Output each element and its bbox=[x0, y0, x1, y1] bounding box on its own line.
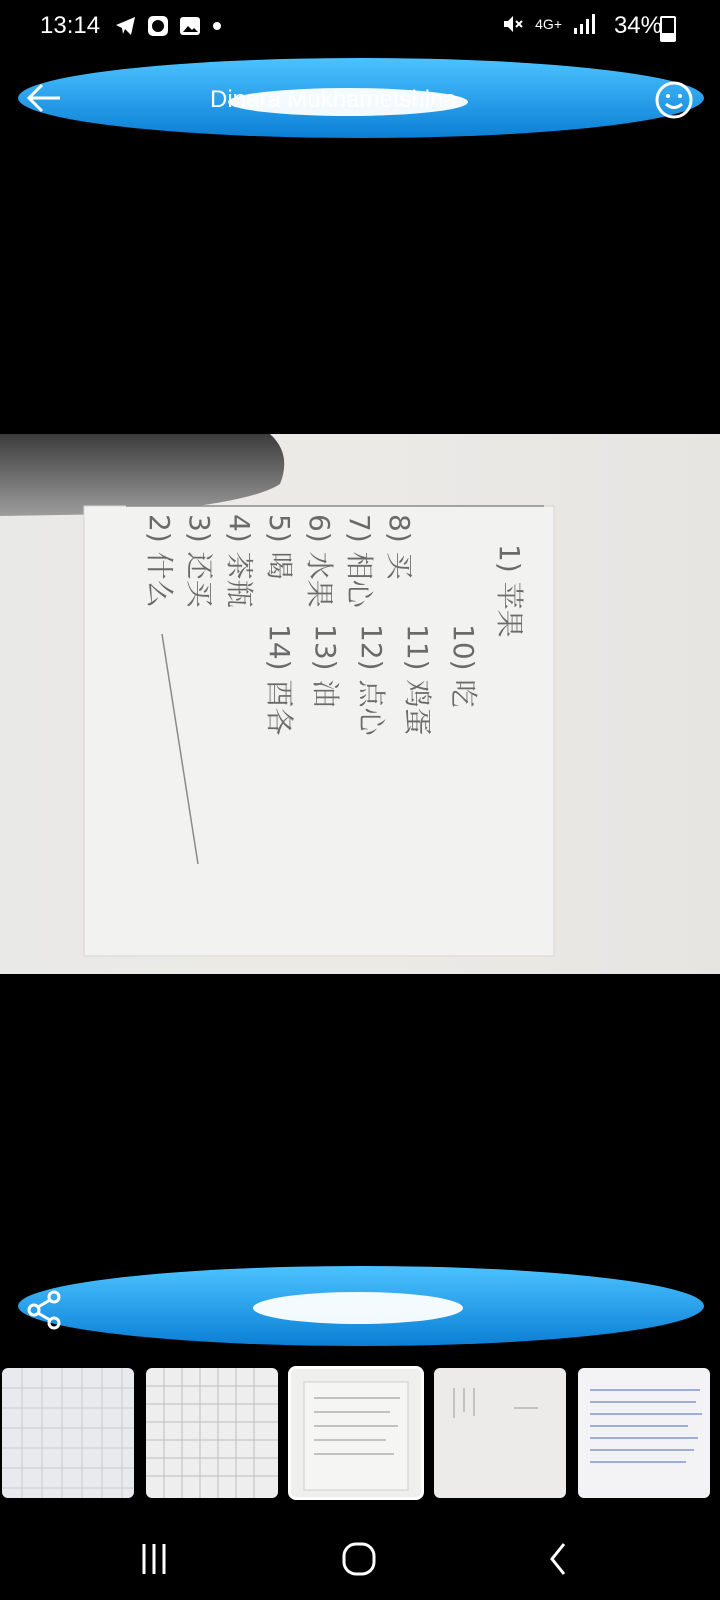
photo-viewer[interactable] bbox=[0, 434, 720, 974]
thumbnail[interactable] bbox=[2, 1368, 134, 1498]
home-icon bbox=[330, 1534, 390, 1584]
home-button[interactable] bbox=[330, 1534, 390, 1584]
signal-icon bbox=[572, 12, 596, 36]
handwritten-text-4: 4) 茶瓶 bbox=[223, 514, 256, 608]
smiley-icon bbox=[654, 80, 694, 120]
handwritten-text-11: 11) 鸡蛋 bbox=[401, 624, 434, 736]
handwritten-text-6: 6) 水果 bbox=[303, 514, 336, 608]
thumbnail-selected[interactable] bbox=[290, 1368, 422, 1498]
status-bar bbox=[0, 0, 720, 54]
back-nav-button[interactable] bbox=[530, 1534, 590, 1584]
thumbnail-strip bbox=[0, 1364, 720, 1500]
handwritten-text-3: 3) 还买 bbox=[183, 514, 216, 608]
battery-percent: 34% bbox=[613, 12, 662, 39]
handwritten-text-5: 5) 喝 bbox=[263, 514, 296, 580]
messenger-icon bbox=[146, 14, 170, 38]
photo-image bbox=[0, 434, 720, 974]
chat-title[interactable]: Dinara Mukhametshina bbox=[210, 86, 457, 113]
handwritten-text-1: 1) 苹果 bbox=[493, 544, 526, 638]
back-button[interactable] bbox=[24, 80, 64, 116]
handwritten-text-14: 14) 酉各 bbox=[263, 624, 296, 736]
handwritten-text-13: 13) 油 bbox=[309, 624, 342, 708]
status-time: 13:14 bbox=[40, 12, 101, 39]
back-icon bbox=[530, 1534, 590, 1584]
status-icons-left bbox=[114, 14, 224, 38]
recent-apps-button[interactable] bbox=[124, 1534, 184, 1584]
status-icons-right bbox=[501, 12, 596, 36]
recent-apps-icon bbox=[124, 1534, 184, 1584]
gallery-icon bbox=[178, 14, 202, 38]
mute-icon bbox=[501, 12, 525, 36]
handwritten-text-8: 8) 买 bbox=[383, 514, 416, 580]
handwritten-text-12: 12) 点心 bbox=[355, 624, 388, 736]
handwritten-text-7: 7) 相心 bbox=[343, 514, 376, 608]
handwritten-text-2: 2) 什么 bbox=[143, 514, 176, 608]
battery-icon bbox=[660, 16, 676, 42]
navigation-bar bbox=[0, 1520, 720, 1600]
handwritten-text-10: 10) 吃 bbox=[447, 624, 480, 708]
share-icon bbox=[26, 1290, 62, 1330]
thumbnail[interactable] bbox=[146, 1368, 278, 1498]
network-type: 4G+ bbox=[535, 16, 562, 32]
arrow-left-icon bbox=[24, 80, 64, 116]
telegram-icon bbox=[114, 14, 138, 38]
notification-dot-icon bbox=[210, 14, 224, 38]
share-button[interactable] bbox=[26, 1290, 62, 1330]
bottom-bar bbox=[18, 1264, 704, 1348]
thumbnail[interactable] bbox=[578, 1368, 710, 1498]
bottom-blob bbox=[18, 1264, 704, 1348]
emoji-button[interactable] bbox=[654, 80, 694, 120]
thumbnail[interactable] bbox=[434, 1368, 566, 1498]
